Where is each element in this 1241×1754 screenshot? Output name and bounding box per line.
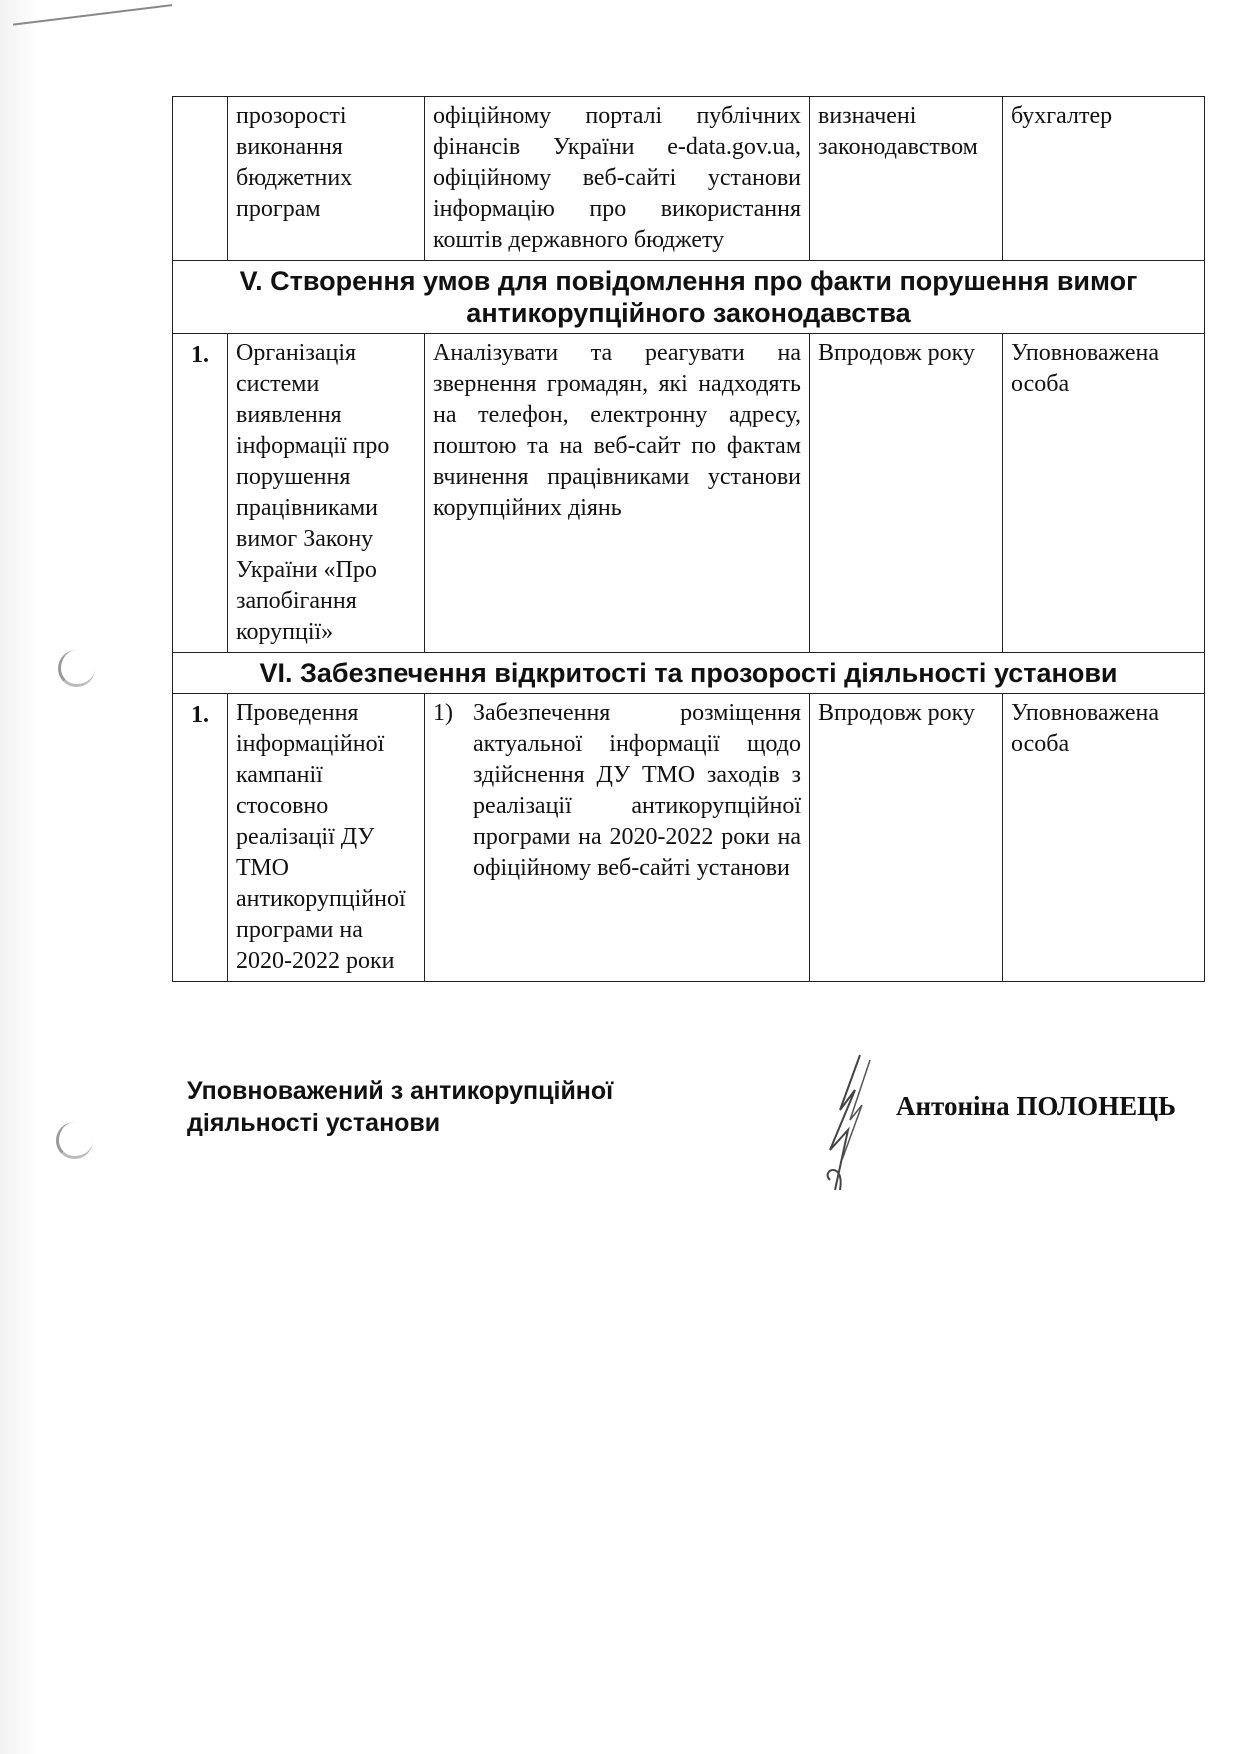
punch-hole-upper	[58, 650, 95, 687]
table-row	[173, 694, 1205, 982]
measures-table	[172, 96, 1204, 982]
cell-responsible: Уповноважена особа	[1003, 334, 1205, 653]
cell-term: Впродовж року	[810, 694, 1003, 982]
signatory-position: Уповноважений з антикорупційної діяльності установи	[187, 1077, 614, 1137]
punch-hole-lower	[56, 1122, 93, 1159]
cell-action: Аналізувати та реагувати на звернення громадян, які надходять на телефон, електронну адресу, поштою та на веб-сайт по фактам вчинення працівниками установи корупційних діянь	[425, 334, 810, 653]
cell-responsible: бухгалтер	[1003, 97, 1205, 261]
cell-number	[173, 97, 228, 261]
cell-number: 1.	[173, 334, 228, 653]
cell-action	[425, 694, 810, 982]
section-heading-row	[173, 653, 1205, 694]
cell-term: Впродовж року	[810, 334, 1003, 653]
table-row	[173, 334, 1205, 653]
cell-title: прозорості виконання бюджетних програм	[228, 97, 425, 261]
list-marker: 1)	[433, 700, 453, 726]
cell-title: Проведення інформаційної кампанії стосовно реалізації ДУ ТМО антикорупційної програми на 2020-2022 роки	[228, 694, 425, 982]
section-5-heading: V. Створення умов для повідомлення про факти порушення вимог антикорупційного законодавства	[173, 261, 1205, 334]
cell-number: 1.	[173, 694, 228, 982]
cell-action: офіційному порталі публічних фінансів України e-data.gov.ua, офіційному веб-сайті установи інформацію про використання коштів державного бюджету	[425, 97, 810, 261]
table-row-continued	[173, 97, 1205, 261]
section-6-heading: VI. Забезпечення відкритості та прозорості діяльності установи	[173, 653, 1205, 694]
section-heading-row	[173, 261, 1205, 334]
cell-title: Організація системи виявлення інформації про порушення працівниками вимог Закону України «Про запобігання корупції»	[228, 334, 425, 653]
action-text: Забезпечення розміщення актуальної інформації щодо здійснення ДУ ТМО заходів з реалізації антикорупційної програми на 2020-2022 роки на офіційному веб-сайті установи	[473, 700, 801, 881]
cell-responsible: Уповноважена особа	[1003, 694, 1205, 982]
handwritten-signature	[800, 1050, 910, 1200]
cell-term: визначені законодавством	[810, 97, 1003, 261]
scan-shadow	[0, 0, 40, 1754]
signatory-name: Антоніна ПОЛОНЕЦЬ	[896, 1091, 1176, 1121]
